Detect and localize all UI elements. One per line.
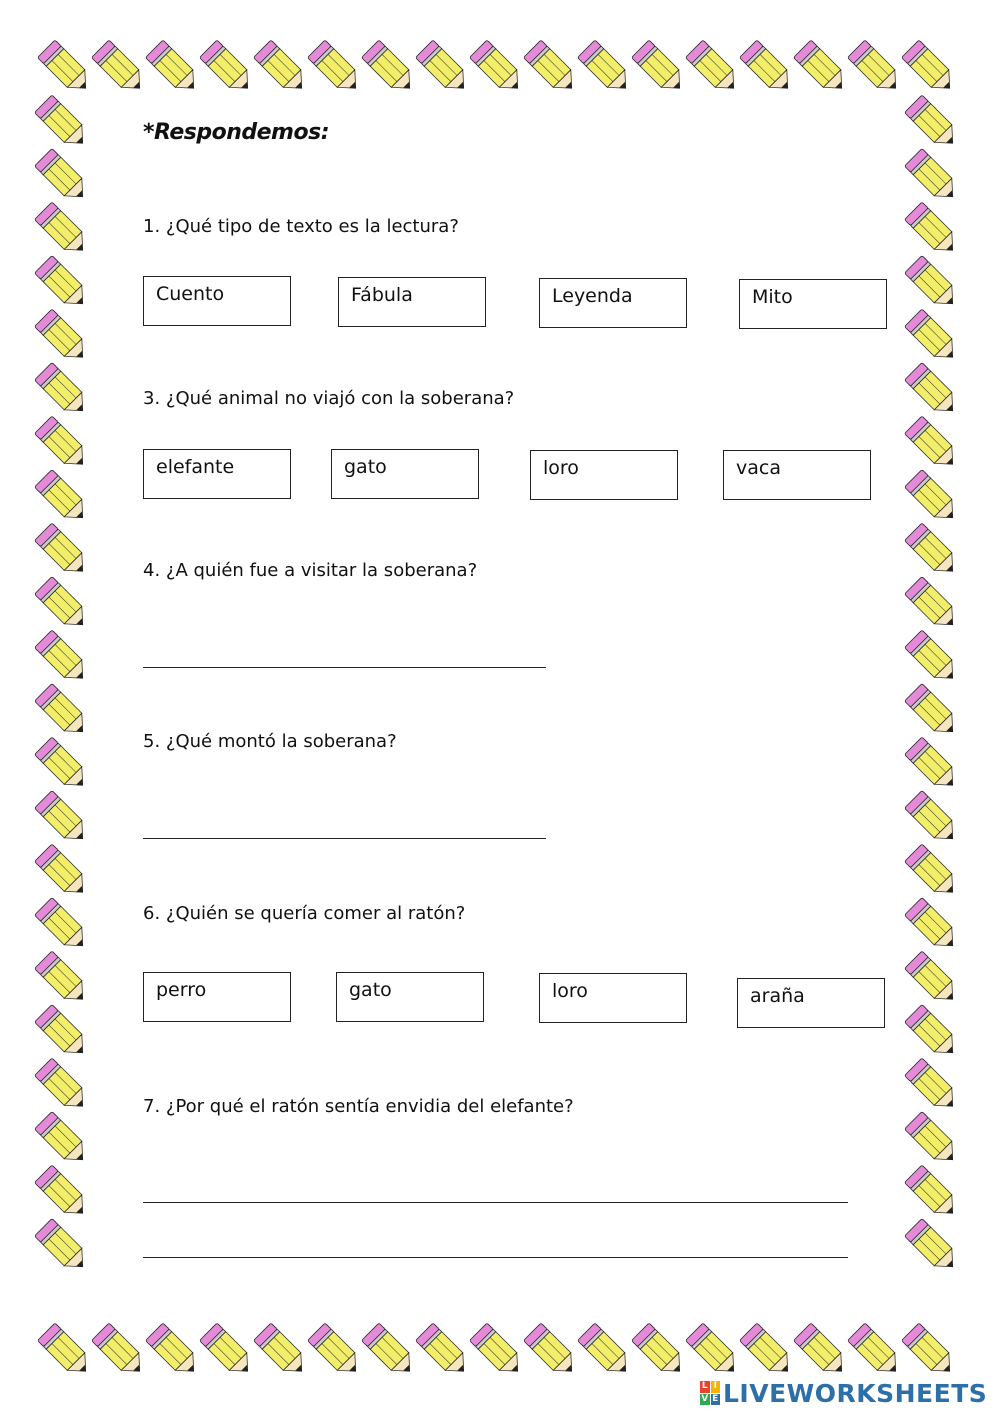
pencil-icon: [904, 951, 961, 1008]
pencil-icon: [631, 40, 688, 97]
pencil-icon: [904, 1058, 961, 1115]
pencil-icon: [904, 630, 961, 687]
question-3: 3. ¿Qué animal no viajó con la soberana?: [143, 388, 515, 409]
pencil-icon: [904, 577, 961, 634]
pencil-icon: [904, 470, 961, 527]
pencil-icon: [793, 1323, 850, 1380]
pencil-icon: [34, 898, 91, 955]
question-1: 1. ¿Qué tipo de texto es la lectura?: [143, 216, 459, 237]
q1-option-mito[interactable]: Mito: [739, 279, 887, 329]
pencil-icon: [34, 95, 91, 152]
pencil-icon: [904, 149, 961, 206]
q1-option-leyenda[interactable]: Leyenda: [539, 278, 687, 328]
pencil-icon: [904, 844, 961, 901]
pencil-icon: [793, 40, 850, 97]
pencil-icon: [901, 40, 958, 97]
pencil-icon: [34, 149, 91, 206]
pencil-icon: [904, 202, 961, 259]
pencil-icon: [34, 1112, 91, 1169]
badge-letter: V: [701, 1393, 709, 1404]
pencil-icon: [34, 577, 91, 634]
liveworksheets-logo: [700, 1378, 987, 1408]
badge-letter: E: [712, 1393, 719, 1404]
q3-option-elefante[interactable]: elefante: [143, 449, 291, 499]
pencil-icon: [91, 40, 148, 97]
pencil-icon: [904, 1165, 961, 1222]
pencil-icon: [904, 363, 961, 420]
pencil-icon: [145, 40, 202, 97]
pencil-icon: [34, 844, 91, 901]
pencil-icon: [904, 523, 961, 580]
pencil-icon: [415, 1323, 472, 1380]
pencil-icon: [631, 1323, 688, 1380]
q6-option-arana[interactable]: araña: [737, 978, 885, 1028]
q6-option-perro[interactable]: perro: [143, 972, 291, 1022]
pencil-icon: [91, 1323, 148, 1380]
pencil-icon: [361, 40, 418, 97]
pencil-icon: [37, 40, 94, 97]
worksheet-heading: *Respondemos:: [143, 120, 329, 145]
pencil-icon: [34, 470, 91, 527]
liveworksheets-wordmark: LIVEWORKSHEETS: [723, 1378, 988, 1408]
pencil-icon: [739, 1323, 796, 1380]
q3-option-loro[interactable]: loro: [530, 450, 678, 500]
live-badge-icon: [700, 1381, 720, 1405]
pencil-icon: [34, 1005, 91, 1062]
pencil-icon: [307, 40, 364, 97]
q1-option-fabula[interactable]: Fábula: [338, 277, 486, 327]
pencil-icon: [34, 951, 91, 1008]
q7-answer-line-1[interactable]: [143, 1202, 848, 1203]
pencil-icon: [904, 1005, 961, 1062]
pencil-icon: [523, 40, 580, 97]
pencil-icon: [37, 1323, 94, 1380]
pencil-icon: [847, 1323, 904, 1380]
q4-answer-line[interactable]: [143, 667, 546, 668]
pencil-icon: [34, 202, 91, 259]
pencil-icon: [199, 1323, 256, 1380]
pencil-icon: [34, 737, 91, 794]
q6-option-gato[interactable]: gato: [336, 972, 484, 1022]
question-6: 6. ¿Quién se quería comer al ratón?: [143, 903, 466, 924]
pencil-icon: [904, 256, 961, 313]
pencil-icon: [901, 1323, 958, 1380]
question-4: 4. ¿A quién fue a visitar la soberana?: [143, 560, 478, 581]
pencil-icon: [577, 1323, 634, 1380]
badge-letter: I: [711, 1381, 721, 1393]
pencil-icon: [904, 737, 961, 794]
q3-option-gato[interactable]: gato: [331, 449, 479, 499]
pencil-icon: [34, 523, 91, 580]
pencil-icon: [847, 40, 904, 97]
pencil-icon: [904, 1219, 961, 1276]
q5-answer-line[interactable]: [143, 838, 546, 839]
badge-letter: L: [701, 1381, 708, 1391]
pencil-icon: [34, 630, 91, 687]
pencil-icon: [739, 40, 796, 97]
q1-option-cuento[interactable]: Cuento: [143, 276, 291, 326]
question-7: 7. ¿Por qué el ratón sentía envidia del elefante?: [143, 1096, 574, 1117]
pencil-icon: [577, 40, 634, 97]
pencil-icon: [904, 898, 961, 955]
pencil-icon: [469, 1323, 526, 1380]
question-5: 5. ¿Qué montó la soberana?: [143, 731, 397, 752]
pencil-icon: [34, 1219, 91, 1276]
pencil-icon: [685, 1323, 742, 1380]
pencil-icon: [685, 40, 742, 97]
pencil-icon: [34, 791, 91, 848]
pencil-icon: [307, 1323, 364, 1380]
pencil-icon: [34, 1165, 91, 1222]
pencil-icon: [34, 416, 91, 473]
pencil-icon: [361, 1323, 418, 1380]
pencil-icon: [34, 1058, 91, 1115]
pencil-icon: [904, 1112, 961, 1169]
pencil-icon: [904, 416, 961, 473]
pencil-icon: [469, 40, 526, 97]
pencil-icon: [523, 1323, 580, 1380]
pencil-icon: [415, 40, 472, 97]
q6-option-loro[interactable]: loro: [539, 973, 687, 1023]
pencil-icon: [904, 791, 961, 848]
pencil-icon: [253, 1323, 310, 1380]
pencil-icon: [34, 256, 91, 313]
pencil-icon: [145, 1323, 202, 1380]
pencil-icon: [904, 95, 961, 152]
q3-option-vaca[interactable]: vaca: [723, 450, 871, 500]
pencil-icon: [34, 309, 91, 366]
pencil-icon: [34, 684, 91, 741]
q7-answer-line-2[interactable]: [143, 1257, 848, 1258]
pencil-icon: [904, 684, 961, 741]
pencil-icon: [34, 363, 91, 420]
pencil-icon: [904, 309, 961, 366]
pencil-icon: [199, 40, 256, 97]
pencil-icon: [253, 40, 310, 97]
